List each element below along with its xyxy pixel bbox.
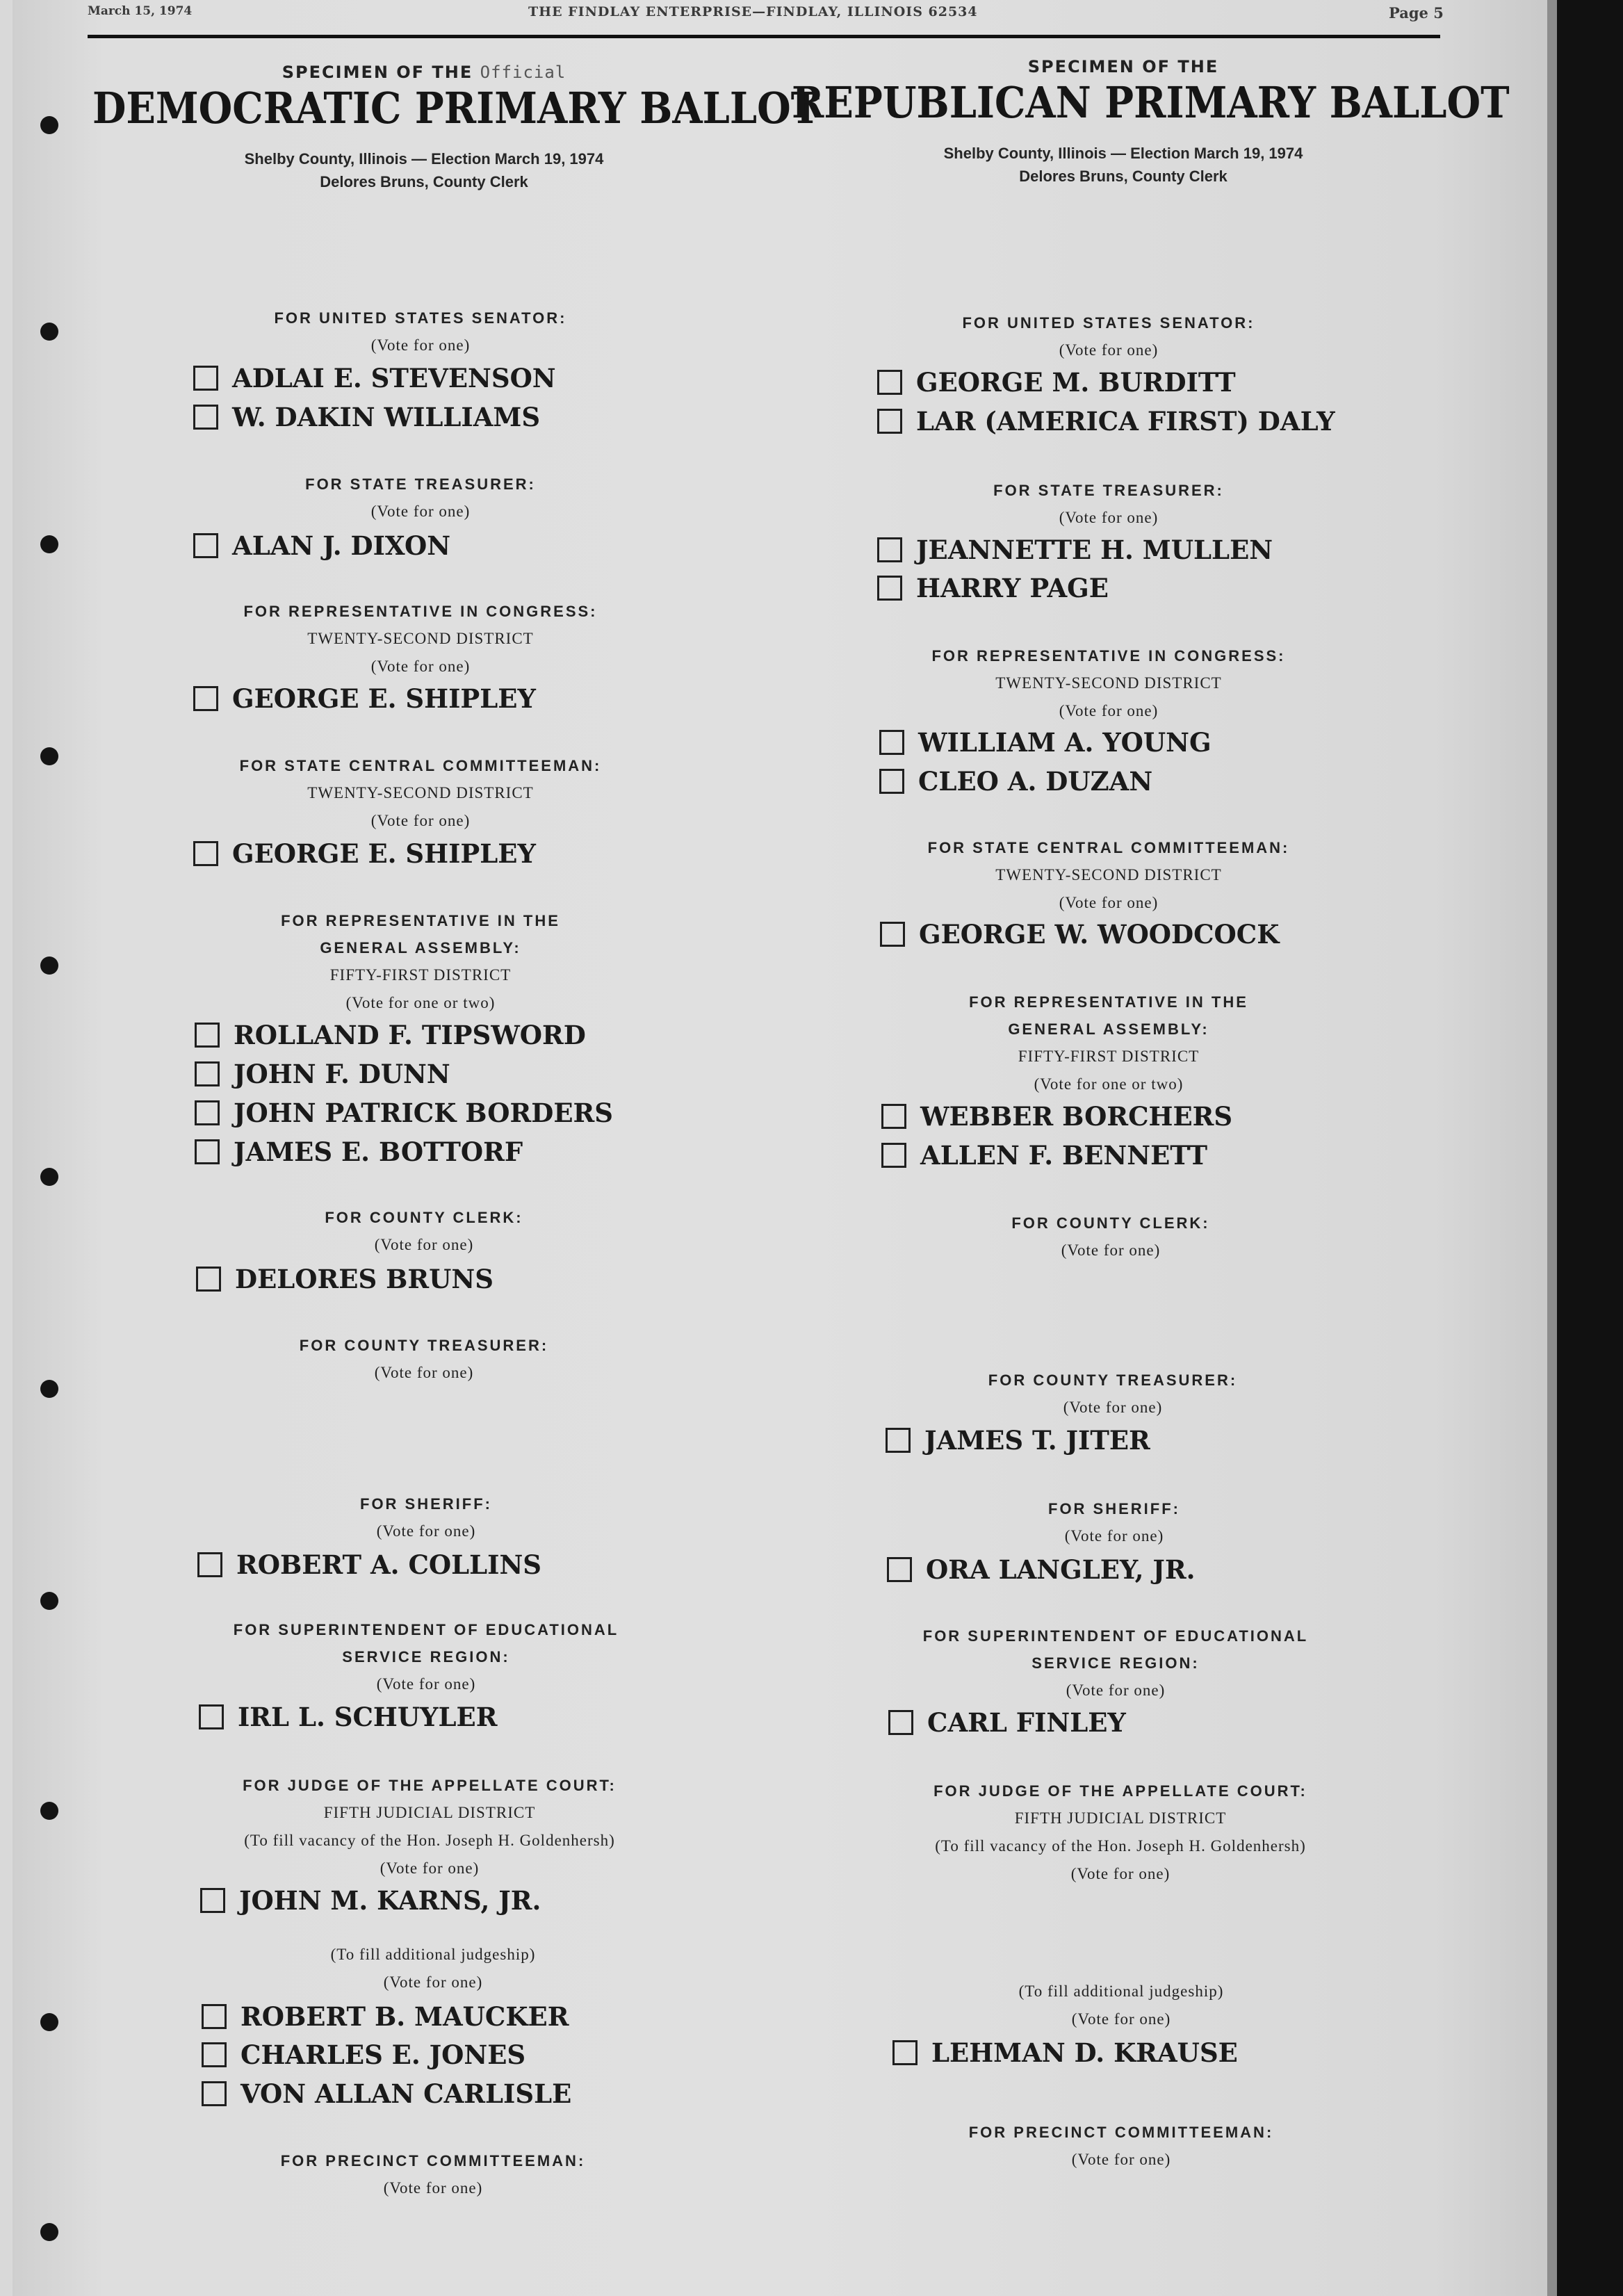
binding-hole [40, 535, 58, 553]
vote-checkbox[interactable] [195, 1139, 220, 1164]
candidate-row[interactable]: JOHN F. DUNN [195, 1055, 450, 1093]
candidate-row[interactable]: JOHN PATRICK BORDERS [195, 1093, 613, 1132]
binding-hole [40, 2013, 58, 2031]
office-state-treasurer: FOR STATE TREASURER: (Vote for one) [993, 482, 1224, 526]
office-superintendent: FOR SUPERINTENDENT OF EDUCATIONAL SERVICE REGION: (Vote for one) [922, 1627, 1309, 1699]
vote-checkbox[interactable] [886, 1428, 911, 1453]
office-congress: FOR REPRESENTATIVE IN CONGRESS: TWENTY-SECOND DISTRICT (Vote for one) [931, 647, 1286, 719]
page-date: March 15, 1974 [88, 4, 193, 18]
binding-hole [40, 2223, 58, 2241]
office-superintendent: FOR SUPERINTENDENT OF EDUCATIONAL SERVICE REGION: (Vote for one) [233, 1621, 619, 1693]
candidate-row[interactable]: W. DAKIN WILLIAMS [193, 398, 540, 437]
office-state-central-committeeman: FOR STATE CENTRAL COMMITTEEMAN: TWENTY-SECOND DISTRICT (Vote for one) [927, 839, 1290, 911]
candidate-row[interactable]: DELORES BRUNS [196, 1260, 494, 1298]
vote-checkbox[interactable] [193, 533, 218, 558]
vote-checkbox[interactable] [199, 1704, 224, 1729]
vote-checkbox[interactable] [880, 922, 905, 947]
vote-checkbox[interactable] [195, 1023, 220, 1048]
office-sheriff: FOR SHERIFF: (Vote for one) [1048, 1500, 1180, 1545]
vote-checkbox[interactable] [881, 1143, 906, 1168]
office-state-central-committeeman: FOR STATE CENTRAL COMMITTEEMAN: TWENTY-SECOND DISTRICT (Vote for one) [239, 757, 602, 829]
candidate-row[interactable]: ADLAI E. STEVENSON [193, 359, 556, 398]
vote-checkbox[interactable] [877, 370, 902, 395]
vote-checkbox[interactable] [879, 730, 904, 755]
republican-ballot-header [755, 57, 1510, 188]
office-county-treasurer: FOR COUNTY TREASURER: (Vote for one) [988, 1371, 1238, 1416]
binding-hole [40, 1802, 58, 1820]
candidate-row[interactable]: GEORGE E. SHIPLEY [193, 679, 536, 718]
binding-hole [40, 1168, 58, 1186]
candidate-row[interactable]: CHARLES E. JONES [202, 2035, 525, 2074]
vote-checkbox[interactable] [193, 405, 218, 430]
vote-checkbox[interactable] [195, 1061, 220, 1086]
scan-background [1557, 0, 1623, 2296]
candidate-row[interactable]: ALLEN F. BENNETT [881, 1136, 1207, 1175]
vote-checkbox[interactable] [196, 1267, 221, 1292]
candidate-row[interactable]: WILLIAM A. YOUNG [879, 723, 1212, 762]
democratic-ballot-header [56, 63, 820, 193]
vote-checkbox[interactable] [193, 366, 218, 391]
candidate-row[interactable]: ROBERT B. MAUCKER [202, 1997, 569, 2036]
vote-checkbox[interactable] [879, 769, 904, 794]
candidate-row[interactable]: HARRY PAGE [877, 569, 1109, 608]
candidate-row[interactable]: JAMES E. BOTTORF [195, 1132, 523, 1171]
office-state-treasurer: FOR STATE TREASURER: (Vote for one) [305, 475, 536, 520]
vote-checkbox[interactable] [202, 2042, 227, 2067]
ballot-title: REPUBLICAN PRIMARY BALLOT [792, 77, 1510, 128]
office-additional-judgeship: (To fill additional judgeship) (Vote for one) [1018, 1982, 1224, 2028]
vote-checkbox[interactable] [877, 409, 902, 434]
vote-checkbox[interactable] [195, 1100, 220, 1125]
office-appellate-judge: FOR JUDGE OF THE APPELLATE COURT: FIFTH JUDICIAL DISTRICT (To fill vacancy of the Hon. Joseph H. Goldenhersh) (Vote for one) [243, 1777, 617, 1877]
vote-checkbox[interactable] [200, 1888, 225, 1913]
office-general-assembly: FOR REPRESENTATIVE IN THE GENERAL ASSEMBLY: FIFTY-FIRST DISTRICT (Vote for one or two) [281, 912, 560, 1011]
vote-checkbox[interactable] [197, 1552, 222, 1577]
candidate-row[interactable]: IRL L. SCHUYLER [199, 1697, 498, 1736]
office-appellate-judge: FOR JUDGE OF THE APPELLATE COURT: FIFTH JUDICIAL DISTRICT (To fill vacancy of the Hon. Joseph H. Goldenhersh) (Vote for one) [933, 1782, 1307, 1882]
county-clerk: Delores Bruns, County Clerk [1019, 168, 1228, 185]
candidate-row[interactable]: LEHMAN D. KRAUSE [892, 2033, 1238, 2072]
ballot-title: DEMOCRATIC PRIMARY BALLOT [92, 83, 820, 133]
office-additional-judgeship: (To fill additional judgeship) (Vote for one) [330, 1946, 536, 1991]
office-county-clerk: FOR COUNTY CLERK: (Vote for one) [325, 1209, 523, 1253]
specimen-label: SPECIMEN OF THE Official [282, 63, 566, 82]
vote-checkbox[interactable] [202, 2081, 227, 2106]
header-rule [88, 35, 1440, 38]
binding-hole [40, 1380, 58, 1398]
vote-checkbox[interactable] [887, 1557, 912, 1582]
office-precinct-committeeman: FOR PRECINCT COMMITTEEMAN: (Vote for one) [968, 2124, 1274, 2168]
candidate-row[interactable]: ROLLAND F. TIPSWORD [195, 1016, 586, 1055]
specimen-label: SPECIMEN OF THE [1027, 57, 1219, 76]
candidate-row[interactable]: ALAN J. DIXON [193, 526, 450, 565]
county-clerk: Delores Bruns, County Clerk [320, 173, 528, 190]
office-us-senator: FOR UNITED STATES SENATOR: (Vote for one) [962, 314, 1255, 359]
office-county-treasurer: FOR COUNTY TREASURER: (Vote for one) [299, 1337, 549, 1381]
vote-checkbox[interactable] [888, 1710, 913, 1735]
candidate-row[interactable]: GEORGE E. SHIPLEY [193, 834, 536, 873]
official-stamp: Official [480, 63, 566, 82]
office-sheriff: FOR SHERIFF: (Vote for one) [360, 1495, 492, 1540]
candidate-row[interactable]: CARL FINLEY [888, 1703, 1126, 1742]
candidate-row[interactable]: CLEO A. DUZAN [879, 762, 1152, 801]
vote-checkbox[interactable] [877, 537, 902, 562]
candidate-row[interactable]: JAMES T. JITER [886, 1421, 1150, 1460]
publication-name: THE FINDLAY ENTERPRISE—FINDLAY, ILLINOIS 62534 [528, 4, 978, 19]
candidate-row[interactable]: JEANNETTE H. MULLEN [877, 530, 1273, 569]
vote-checkbox[interactable] [877, 576, 902, 601]
binding-hole [40, 747, 58, 765]
vote-checkbox[interactable] [881, 1104, 906, 1129]
candidate-row[interactable]: ROBERT A. COLLINS [197, 1545, 541, 1584]
candidate-row[interactable]: GEORGE M. BURDITT [877, 363, 1236, 402]
office-us-senator: FOR UNITED STATES SENATOR: (Vote for one) [274, 309, 567, 354]
office-county-clerk: FOR COUNTY CLERK: (Vote for one) [1011, 1214, 1210, 1259]
page-number: Page 5 [1389, 4, 1444, 22]
candidate-row[interactable]: JOHN M. KARNS, JR. [200, 1881, 541, 1920]
candidate-row[interactable]: GEORGE W. WOODCOCK [880, 915, 1279, 954]
candidate-row[interactable]: VON ALLAN CARLISLE [202, 2074, 571, 2113]
office-precinct-committeeman: FOR PRECINCT COMMITTEEMAN: (Vote for one) [280, 2152, 586, 2197]
ballot-subtitle: Shelby County, Illinois — Election March 19, 1974 [943, 145, 1303, 162]
binding-hole [40, 323, 58, 341]
office-general-assembly: FOR REPRESENTATIVE IN THE GENERAL ASSEMBLY: FIFTY-FIRST DISTRICT (Vote for one or two) [969, 993, 1248, 1093]
vote-checkbox[interactable] [193, 686, 218, 711]
candidate-row[interactable]: LAR (AMERICA FIRST) DALY [877, 402, 1335, 441]
vote-checkbox[interactable] [892, 2040, 917, 2065]
vote-checkbox[interactable] [202, 2004, 227, 2029]
binding-hole [40, 1592, 58, 1610]
binding-hole [40, 956, 58, 975]
candidate-row[interactable]: ORA LANGLEY, JR. [887, 1550, 1195, 1589]
office-congress: FOR REPRESENTATIVE IN CONGRESS: TWENTY-SECOND DISTRICT (Vote for one) [243, 603, 598, 675]
ballot-subtitle: Shelby County, Illinois — Election March 19, 1974 [244, 150, 604, 168]
vote-checkbox[interactable] [193, 841, 218, 866]
candidate-row[interactable]: WEBBER BORCHERS [881, 1097, 1232, 1136]
